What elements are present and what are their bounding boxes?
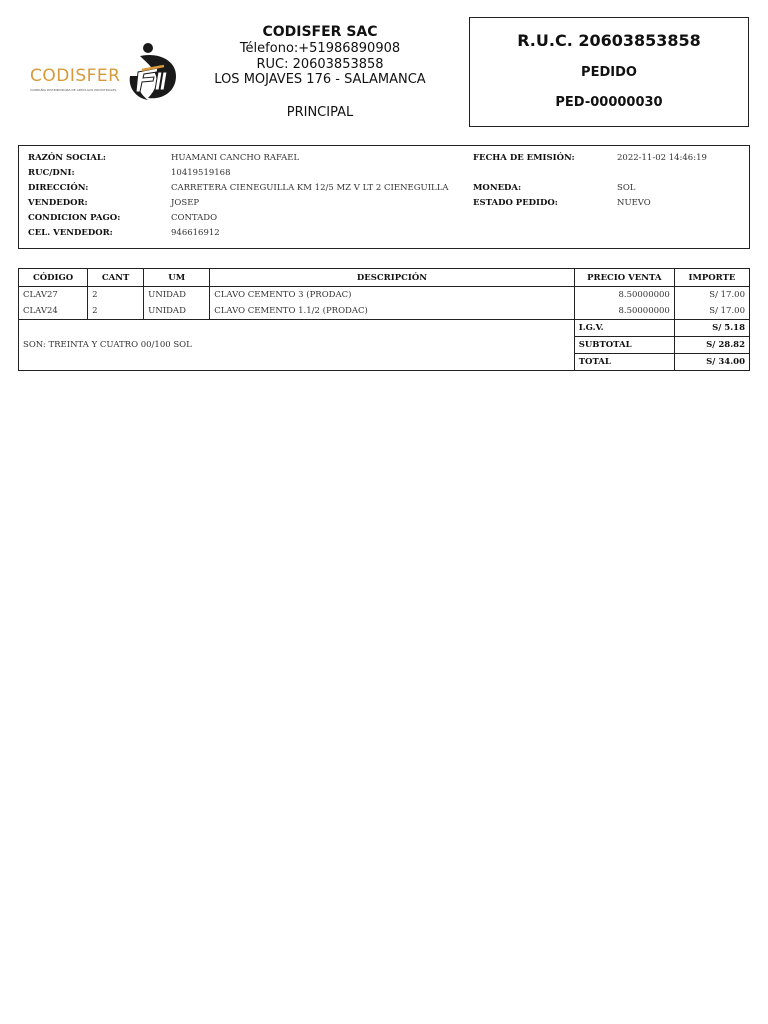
document-ruc-box: [469, 17, 749, 127]
value-subtotal: S/ 28.82: [674, 337, 749, 354]
company-branch: PRINCIPAL: [286, 104, 354, 120]
company-ruc: RUC: 20603853858: [256, 56, 384, 72]
document-number: PED-00000030: [555, 95, 663, 110]
label-direccion: DIRECCIÓN:: [28, 183, 89, 193]
header-precio-venta: PRECIO VENTA: [574, 269, 674, 287]
cell-cant: 2: [88, 287, 144, 304]
value-vendedor: JOSEP: [171, 198, 200, 208]
value-moneda: SOL: [617, 183, 636, 193]
header-cant: CANT: [88, 269, 144, 287]
logo-tagline: COMPAÑIA DISTRIBUIDORA DE ARTICULOS INDUSTRIALES: [30, 88, 117, 92]
value-direccion: CARRETERA CIENEGUILLA KM 12/5 MZ V LT 2 CIENEGUILLA: [171, 183, 449, 193]
value-total: S/ 34.00: [674, 354, 749, 371]
cell-importe: S/ 17.00: [674, 303, 749, 320]
cell-um: UNIDAD: [144, 287, 210, 304]
label-moneda: MONEDA:: [473, 183, 522, 193]
cell-um: UNIDAD: [144, 303, 210, 320]
logo-text: CODISFER: [30, 66, 121, 86]
company-logo: [28, 40, 180, 102]
label-estado-pedido: ESTADO PEDIDO:: [473, 198, 558, 208]
table-header-row: [19, 269, 750, 287]
header-descripcion: DESCRIPCIÓN: [210, 269, 574, 287]
totals-row-igv: [19, 320, 750, 337]
value-condicion-pago: CONTADO: [171, 213, 218, 223]
cell-cant: 2: [88, 303, 144, 320]
label-total: TOTAL: [574, 354, 674, 371]
value-ruc-dni: 10419519168: [171, 168, 231, 178]
value-fecha-emision: 2022-11-02 14:46:19: [617, 153, 707, 163]
value-igv: S/ 5.18: [674, 320, 749, 337]
table-row: [19, 287, 750, 304]
cell-codigo: CLAV27: [19, 287, 88, 304]
label-fecha-emision: FECHA DE EMISIÓN:: [473, 153, 575, 163]
label-subtotal: SUBTOTAL: [574, 337, 674, 354]
value-estado-pedido: NUEVO: [617, 198, 651, 208]
cell-descripcion: CLAVO CEMENTO 3 (PRODAC): [210, 287, 574, 304]
client-info-box: [18, 145, 750, 249]
header-importe: IMPORTE: [674, 269, 749, 287]
cell-descripcion: CLAVO CEMENTO 1.1/2 (PRODAC): [210, 303, 574, 320]
header-um: UM: [144, 269, 210, 287]
items-table: [18, 268, 750, 371]
table-row: [19, 303, 750, 320]
amount-in-words: SON: TREINTA Y CUATRO 00/100 SOL: [19, 320, 575, 371]
cell-precio-venta: 8.50000000: [574, 303, 674, 320]
label-igv: I.G.V.: [574, 320, 674, 337]
company-phone: Télefono:+51986890908: [239, 41, 401, 56]
label-vendedor: VENDEDOR:: [28, 198, 88, 208]
company-name: CODISFER SAC: [262, 24, 378, 40]
cell-codigo: CLAV24: [19, 303, 88, 320]
value-cel-vendedor: 946616912: [171, 228, 220, 238]
label-cel-vendedor: CEL. VENDEDOR:: [28, 228, 113, 238]
label-razon-social: RAZÓN SOCIAL:: [28, 153, 106, 163]
cell-importe: S/ 17.00: [674, 287, 749, 304]
company-header: [200, 24, 440, 120]
document-type: PEDIDO: [581, 65, 637, 80]
label-condicion-pago: CONDICION PAGO:: [28, 213, 121, 223]
value-razon-social: HUAMANI CANCHO RAFAEL: [171, 153, 300, 163]
cell-precio-venta: 8.50000000: [574, 287, 674, 304]
header-codigo: CÓDIGO: [19, 269, 88, 287]
document-ruc: R.U.C. 20603853858: [517, 31, 701, 50]
company-address: LOS MOJAVES 176 - SALAMANCA: [214, 72, 426, 87]
label-ruc-dni: RUC/DNI:: [28, 168, 75, 178]
logo-mark-icon: [124, 42, 180, 102]
